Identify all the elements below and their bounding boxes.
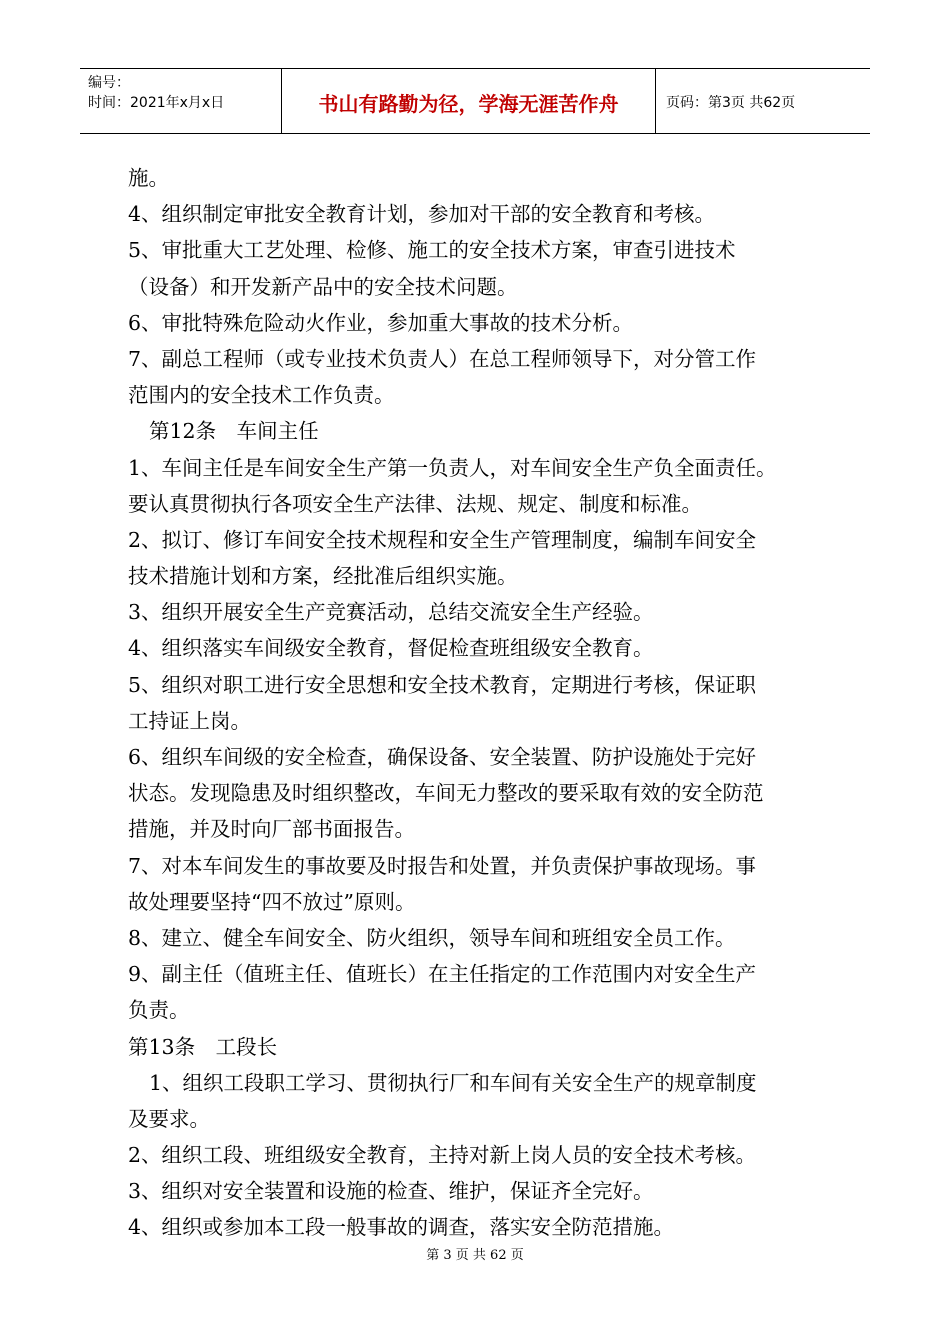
body-line: 负责。: [128, 998, 190, 1023]
body-line: 1、组织工段职工学习、贯彻执行厂和车间有关安全生产的规章制度: [149, 1070, 757, 1095]
document-time-label: 时间：2021年x月x日: [88, 95, 225, 111]
body-line: 3、组织对安全装置和设施的检查、维护，保证齐全完好。: [128, 1179, 654, 1204]
body-line: 4、组织制定审批安全教育计划，参加对干部的安全教育和考核。: [128, 202, 716, 227]
header-page-info: 页码：第3页 共62页: [666, 95, 796, 111]
body-line: 6、审批特殊危险动火作业，参加重大事故的技术分析。: [128, 310, 634, 335]
page-header: [80, 68, 870, 134]
body-line: 及要求。: [128, 1106, 210, 1131]
body-line: 工持证上岗。: [128, 708, 251, 733]
body-line: 5、审批重大工艺处理、检修、施工的安全技术方案，审查引进技术: [128, 238, 736, 263]
article-heading: 第12条 车间主任: [149, 419, 319, 444]
body-line: 技术措施计划和方案，经批准后组织实施。: [128, 564, 518, 589]
body-line: 6、组织车间级的安全检查，确保设备、安全装置、防护设施处于完好: [128, 745, 757, 769]
body-line: 7、副总工程师（或专业技术负责人）在总工程师领导下，对分管工作: [128, 346, 757, 371]
document-number-label: 编号：: [88, 75, 130, 91]
page-footer: 第 3 页 共 62 页: [426, 1248, 524, 1263]
body-line: 2、组织工段、班组级安全教育，主持对新上岗人员的安全技术考核。: [128, 1143, 757, 1168]
document-body: [128, 160, 836, 1246]
body-line: 施。: [128, 166, 169, 190]
article-heading: 第13条 工段长: [128, 1034, 278, 1059]
body-line: 2、拟订、修订车间安全技术规程和安全生产管理制度，编制车间安全: [128, 527, 757, 552]
body-line: 故处理要坚持“四不放过”原则。: [128, 889, 416, 914]
body-line: 要认真贯彻执行各项安全生产法律、法规、规定、制度和标准。: [128, 491, 702, 516]
body-line: 1、车间主任是车间安全生产第一负责人，对车间安全生产负全面责任。: [128, 455, 777, 480]
header-meta: [80, 69, 282, 133]
body-line: 状态。发现隐患及时组织整改，车间无力整改的要采取有效的安全防范: [128, 781, 764, 806]
body-line: 4、组织落实车间级安全教育，督促检查班组级安全教育。: [128, 636, 654, 661]
body-line: 5、组织对职工进行安全思想和安全技术教育，定期进行考核，保证职: [128, 672, 757, 697]
body-line: 范围内的安全技术工作负责。: [128, 383, 395, 408]
header-motto: 书山有路勤为径，学海无涯苦作舟: [282, 69, 656, 133]
body-line: 4、组织或参加本工段一般事故的调查，落实安全防范措施。: [128, 1215, 675, 1240]
body-line: 措施，并及时向厂部书面报告。: [128, 817, 415, 842]
body-line: 3、组织开展安全生产竞赛活动，总结交流安全生产经验。: [128, 600, 654, 625]
body-line: 7、对本车间发生的事故要及时报告和处置，并负责保护事故现场。事: [128, 853, 757, 878]
body-line: 8、建立、健全车间安全、防火组织，领导车间和班组安全员工作。: [128, 925, 736, 950]
body-line: （设备）和开发新产品中的安全技术问题。: [128, 274, 518, 299]
body-line: 9、副主任（值班主任、值班长）在主任指定的工作范围内对安全生产: [128, 962, 757, 987]
